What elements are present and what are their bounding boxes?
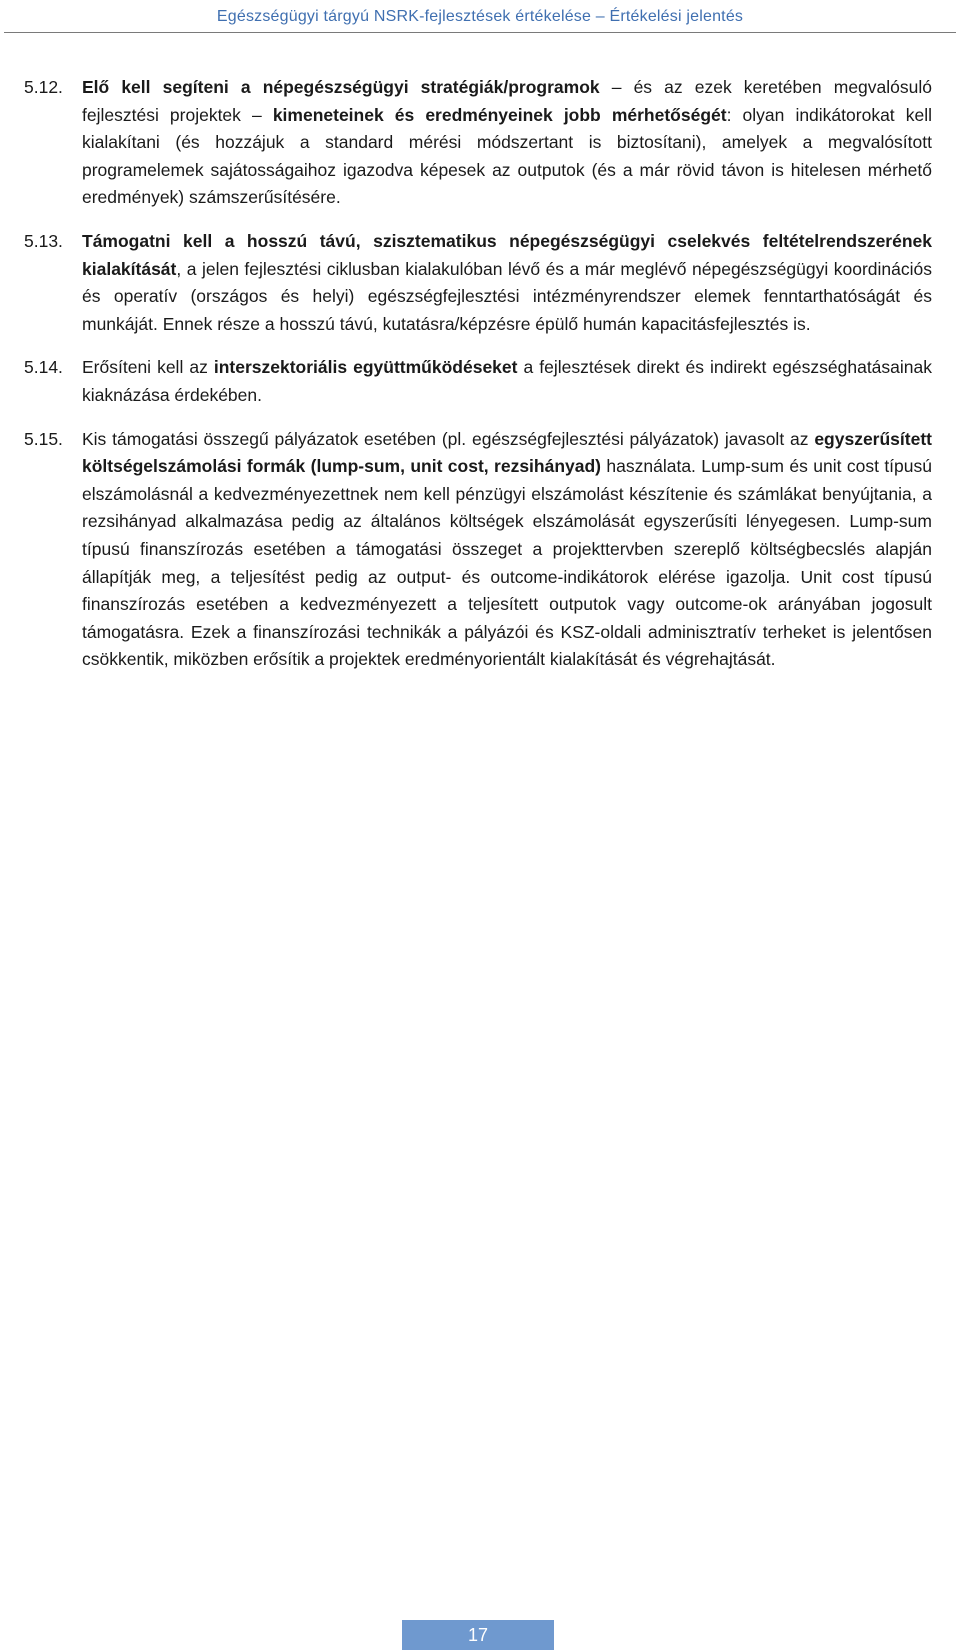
paragraph-number: 5.12. (24, 77, 63, 97)
paragraph (24, 228, 932, 338)
paragraph (24, 74, 932, 212)
text-plain: Kis támogatási összegű pályázatok esetében (pl. egészségfejlesztési pályázatok) javasolt az (82, 428, 815, 449)
paragraph (24, 426, 932, 674)
text-plain: – és az ezek keretében megvalósuló fejlesztési projektek – (82, 77, 932, 125)
text-bold: Elő kell segíteni a népegészségügyi stratégiák/programok (82, 77, 600, 97)
text-plain: : olyan indikátorokat kell kialakítani (és hozzájuk a standard mérési módszertant is biztosítani), amelyek a megvalósított programelemek sajátosságaihoz igazodva képesek az outputok (és a már rövid távon is hitelesen mérhető eredmények) számszerűsítésére. (82, 104, 932, 208)
paragraph-text (82, 74, 932, 212)
header-divider (4, 32, 956, 33)
page-number-box (402, 1620, 554, 1650)
text-bold: interszektoriális együttműködéseket (213, 357, 518, 378)
text-bold: Támogatni kell a hosszú távú, szisztematikus népegészségügyi cselekvés feltételrendszerének kialakítását (82, 230, 932, 279)
paragraph (24, 354, 932, 409)
text-plain: a fejlesztések direkt és indirekt egészséghatásainak kiaknázása érdekében. (82, 357, 932, 405)
paragraph-text (82, 228, 932, 338)
paragraph-text (82, 426, 932, 674)
header-title: Egészségügyi tárgyú NSRK-fejlesztések értékelése – Értékelési jelentés (216, 8, 744, 25)
paragraph-text (82, 354, 932, 409)
page-number: 17 (467, 1625, 489, 1645)
text-plain: , a jelen fejlesztési ciklusban kialakulóban lévő és a már meglévő népegészségügyi koordinációs és operatív (országos és helyi) egészségfejlesztési intézményrendszer elemek fenntarthatóságát és munkáját. Ennek része a hosszú távú, kutatásra/képzésre épülő humán kapacitásfejlesztés is. (82, 258, 932, 334)
document-body (24, 74, 932, 690)
text-plain: Erősíteni kell az (82, 357, 214, 378)
paragraph-number: 5.14. (24, 357, 63, 378)
page-header (0, 0, 960, 32)
paragraph-number: 5.15. (24, 428, 63, 449)
paragraph-number: 5.13. (24, 230, 63, 251)
text-bold: kimeneteinek és eredményeinek jobb mérhetőségét (272, 104, 727, 125)
text-bold: egyszerűsített költségelszámolási formák (lump-sum, unit cost, rezsihányad) (82, 428, 932, 477)
text-plain: használata. Lump-sum és unit cost típusú elszámolásnál a kedvezményezettnek nem kell pénzügyi elszámolást készítenie és számlákat benyújtania, a rezsihányad alkalmazása pedig az általános költségek elszámolását egyszerűsíti lényegesen. Lump-sum típusú finanszírozás esetében a támogatási összeget a projekttervben szereplő költségbecslés alapján állapítják meg, a teljesítést pedig az output- és outcome-indikátorok elérése igazolja. Unit cost típusú finanszírozás esetében a kedvezményezett a teljesített outputok vagy outcome-ok arányában jogosult támogatásra. Ezek a finanszírozási technikák a pályázói és KSZ-oldali adminisztratív terheket is jelentősen csökkentik, miközben erősítik a projektek eredményorientált kialakítását és végrehajtását. (82, 456, 932, 670)
